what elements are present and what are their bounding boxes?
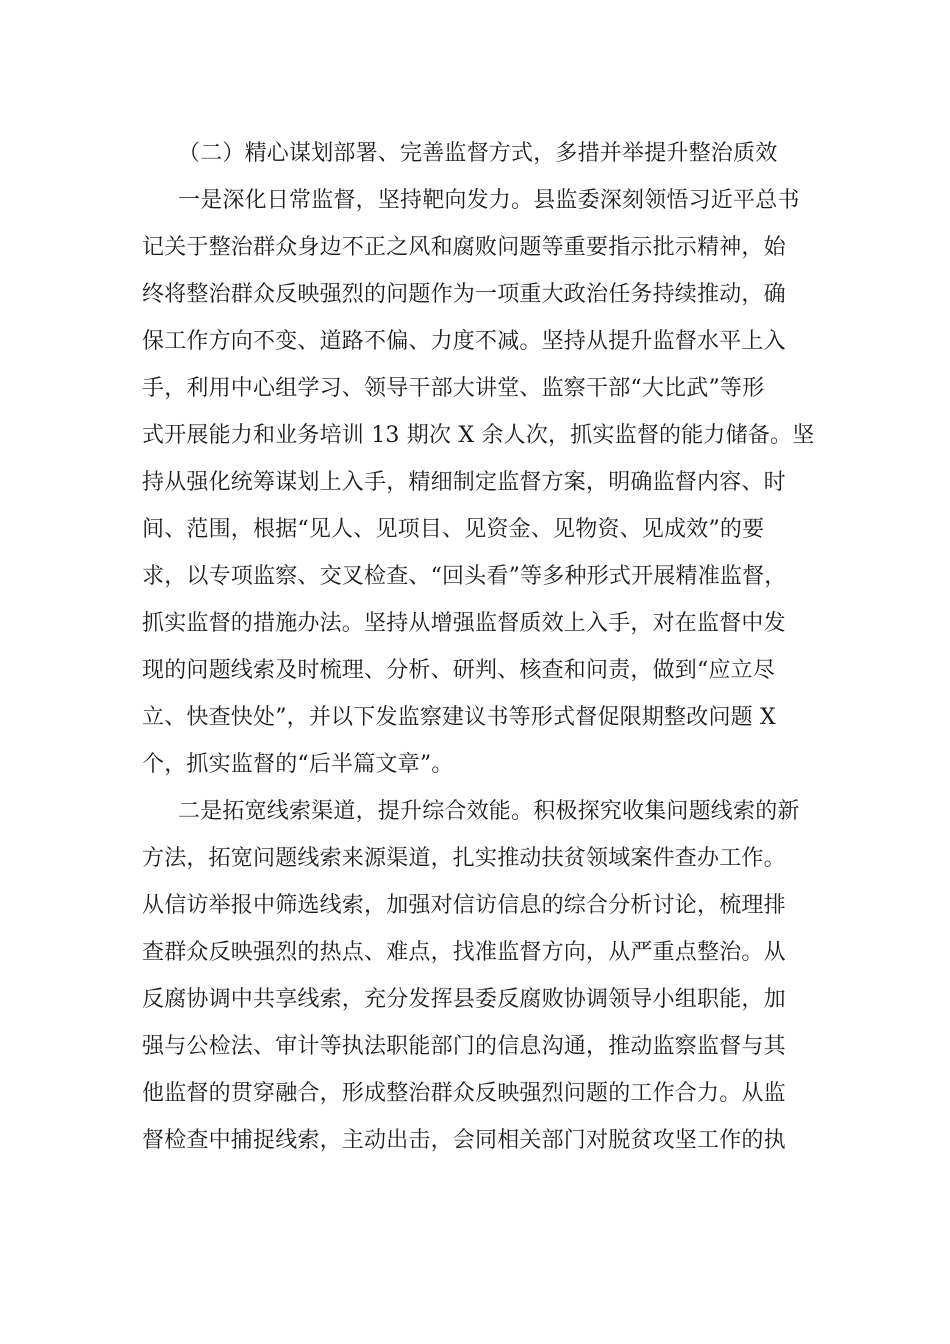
paragraph-line: 求，以专项监察、交叉检查、“回头看”等多种形式开展精准监督， [142, 564, 787, 589]
paragraph-line: 记关于整治群众身边不正之风和腐败问题等重要指示批示精神，始 [142, 235, 786, 260]
paragraph-line: 方法，拓宽问题线索来源渠道，扎实推动扶贫领域案件查办工作。 [142, 846, 786, 871]
paragraph-line: 手，利用中心组学习、领导干部大讲堂、监察干部“大比武”等形 [142, 376, 765, 401]
paragraph-line: 查群众反映强烈的热点、难点，找准监督方向，从严重点整治。从 [142, 940, 786, 965]
paragraph-line: 抓实监督的措施办法。坚持从增强监督质效上入手，对在监督中发 [142, 611, 786, 636]
paragraph-line: 督检查中捕捉线索，主动出击，会同相关部门对脱贫攻坚工作的执 [142, 1128, 786, 1153]
paragraph-line: 终将整治群众反映强烈的问题作为一项重大政治任务持续推动，确 [142, 282, 786, 307]
paragraph-line: 保工作方向不变、道路不偏、力度不减。坚持从提升监督水平上入 [142, 329, 786, 354]
paragraph-line: 式开展能力和业务培训 13 期次 X 余人次，抓实监督的能力储备。坚 [142, 423, 815, 448]
paragraph-line: 从信访举报中筛选线索，加强对信访信息的综合分析讨论，梳理排 [142, 893, 786, 918]
paragraph-line: 反腐协调中共享线索，充分发挥县委反腐败协调领导小组职能，加 [142, 987, 786, 1012]
paragraph-line: 立、快查快处”，并以下发监察建议书等形式督促限期整改问题 X [142, 705, 776, 730]
paragraph-line: 他监督的贯穿融合，形成整治群众反映强烈问题的工作合力。从监 [142, 1081, 786, 1106]
paragraph-line: 间、范围，根据“见人、见项目、见资金、见物资、见成效”的要 [142, 517, 765, 542]
paragraph-line: 个，抓实监督的“后半篇文章”。 [142, 752, 454, 777]
paragraph-line: 现的问题线索及时梳理、分析、研判、核查和问责，做到“应立尽 [142, 658, 776, 683]
paragraph-line: 强与公检法、审计等执法职能部门的信息沟通，推动监察监督与其 [142, 1034, 786, 1059]
paragraph-line: 二是拓宽线索渠道，提升综合效能。积极探究收集问题线索的新 [178, 799, 800, 824]
paragraph-line: 持从强化统筹谋划上入手，精细制定监督方案，明确监督内容、时 [142, 470, 786, 495]
paragraph-line: 一是深化日常监督，坚持靶向发力。县监委深刻领悟习近平总书 [178, 188, 800, 213]
section-heading: （二）精心谋划部署、完善监督方式，多措并举提升整治质效 [178, 141, 778, 166]
